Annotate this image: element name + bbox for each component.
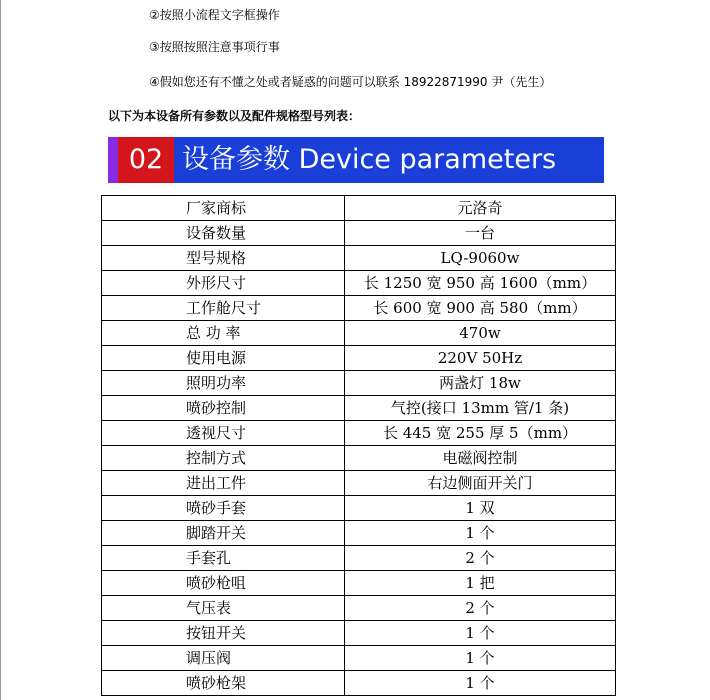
section-number: 02: [118, 137, 174, 183]
param-value: 2 个: [345, 546, 616, 571]
param-value: 右边侧面开关门: [345, 471, 616, 496]
param-label: 喷砂枪咀: [102, 571, 345, 596]
param-label: 照明功率: [102, 371, 345, 396]
param-value: 长 600 宽 900 高 580（mm）: [345, 296, 616, 321]
param-label: 型号规格: [102, 246, 345, 271]
table-row: [102, 346, 616, 371]
section-banner: [108, 137, 604, 183]
table-row: [102, 646, 616, 671]
table-row: [102, 246, 616, 271]
table-row: [102, 471, 616, 496]
param-value: 长 1250 宽 950 高 1600（mm）: [345, 271, 616, 296]
param-value: LQ-9060w: [345, 246, 616, 271]
param-label: 进出工件: [102, 471, 345, 496]
param-value: 电磁阀控制: [345, 446, 616, 471]
table-row: [102, 296, 616, 321]
parameter-table: [101, 195, 616, 696]
param-label: 使用电源: [102, 346, 345, 371]
table-row: [102, 271, 616, 296]
param-label: 按钮开关: [102, 621, 345, 646]
param-label: 透视尺寸: [102, 421, 345, 446]
table-row: [102, 396, 616, 421]
param-value: 2 个: [345, 596, 616, 621]
table-row: [102, 496, 616, 521]
param-value: 1 个: [345, 521, 616, 546]
table-row: [102, 221, 616, 246]
param-value: 1 双: [345, 496, 616, 521]
param-label: 喷砂手套: [102, 496, 345, 521]
param-label: 设备数量: [102, 221, 345, 246]
table-row: [102, 671, 616, 696]
param-label: 工作舱尺寸: [102, 296, 345, 321]
param-value: 长 445 宽 255 厚 5（mm）: [345, 421, 616, 446]
param-label: 控制方式: [102, 446, 345, 471]
table-row: [102, 321, 616, 346]
param-value: 220V 50Hz: [345, 346, 616, 371]
table-row: [102, 546, 616, 571]
banner-accent-bar: [108, 137, 118, 183]
param-value: 气控(接口 13mm 管/1 条): [345, 396, 616, 421]
note-step-2: ②按照小流程文字框操作: [149, 8, 280, 22]
param-value: 1 个: [345, 621, 616, 646]
param-value: 470w: [345, 321, 616, 346]
param-label: 喷砂枪架: [102, 671, 345, 696]
section-title: 设备参数 Device parameters: [182, 144, 557, 175]
table-row: [102, 571, 616, 596]
param-label: 外形尺寸: [102, 271, 345, 296]
param-label: 手套孔: [102, 546, 345, 571]
table-row: [102, 421, 616, 446]
param-label: 气压表: [102, 596, 345, 621]
param-value: 1 个: [345, 646, 616, 671]
param-label: 厂家商标: [102, 196, 345, 221]
table-row: [102, 446, 616, 471]
param-value: 1 个: [345, 671, 616, 696]
table-row: [102, 521, 616, 546]
param-label: 喷砂控制: [102, 396, 345, 421]
param-label: 总 功 率: [102, 321, 345, 346]
note-contact: ④假如您还有不懂之处或者疑惑的问题可以联系 18922871990 尹（先生）: [149, 75, 552, 89]
note-step-3: ③按照按照注意事项行事: [149, 40, 280, 54]
param-label: 调压阀: [102, 646, 345, 671]
param-value: 元洛奇: [345, 196, 616, 221]
param-label: 脚踏开关: [102, 521, 345, 546]
param-value: 两盏灯 18w: [345, 371, 616, 396]
param-value: 一台: [345, 221, 616, 246]
table-row: [102, 621, 616, 646]
parameter-list-intro: 以下为本设备所有参数以及配件规格型号列表：: [108, 109, 361, 123]
page-left-border: [0, 0, 1, 700]
table-row: [102, 596, 616, 621]
param-value: 1 把: [345, 571, 616, 596]
table-row: [102, 196, 616, 221]
table-row: [102, 371, 616, 396]
